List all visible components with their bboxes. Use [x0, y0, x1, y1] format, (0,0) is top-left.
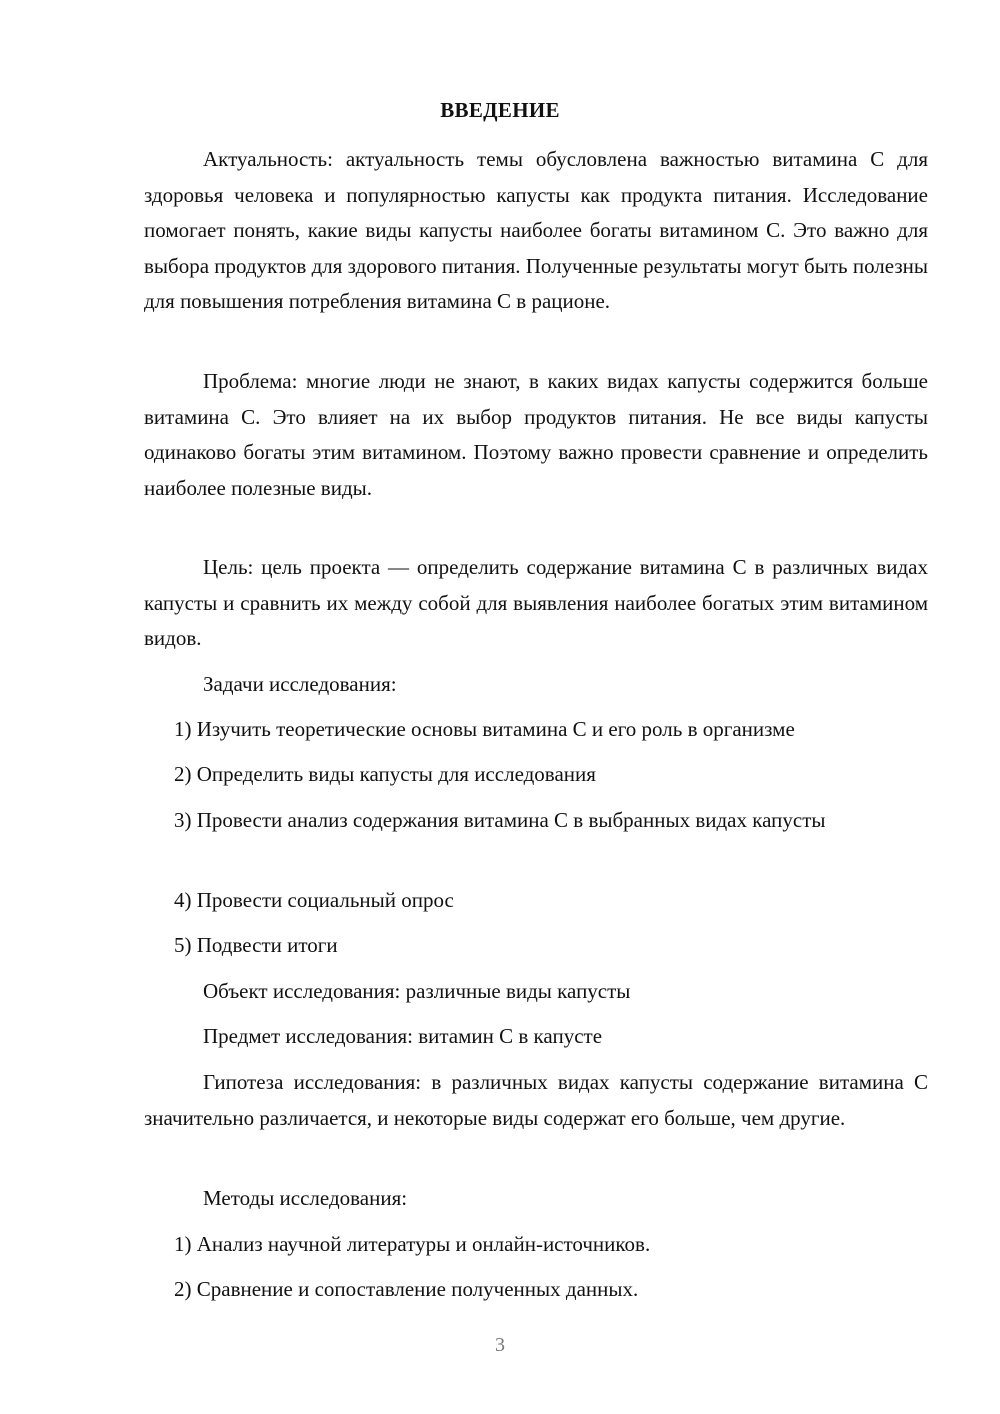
method-item-2: 2) Сравнение и сопоставление полученных данных. [174, 1277, 639, 1301]
task-item-4: 4) Провести социальный опрос [174, 888, 454, 912]
hypothesis-paragraph: Гипотеза исследования: в различных видах капусты содержание витамина С значительно различается, и некоторые виды содержат его больше, чем другие. [144, 1070, 928, 1130]
goal-paragraph: Цель: цель проекта — определить содержание витамина С в различных видах капусты и сравнить их между собой для выявления наиболее богатых этим витамином видов. [144, 555, 928, 650]
object-line: Объект исследования: различные виды капусты [203, 979, 631, 1003]
task-item-3: 3) Провести анализ содержания витамина С в выбранных видах капусты [174, 808, 826, 832]
task-item-5: 5) Подвести итоги [174, 933, 338, 957]
task-item-1: 1) Изучить теоретические основы витамина С и его роль в организме [174, 717, 795, 741]
page-title: ВВЕДЕНИЕ [440, 98, 560, 122]
methods-heading: Методы исследования: [203, 1186, 408, 1210]
tasks-heading: Задачи исследования: [203, 672, 397, 696]
relevance-paragraph: Актуальность: актуальность темы обусловлена важностью витамина С для здоровья человека и популярностью капусты как продукта питания. Исследование помогает понять, какие виды капусты наиболее богаты витамином С. Это важно для выбора продуктов для здорового питания. Полученные результаты могут быть полезны для повышения потребления витамина С в рационе. [144, 147, 928, 313]
subject-line: Предмет исследования: витамин С в капусте [203, 1024, 603, 1048]
method-item-1: 1) Анализ научной литературы и онлайн-источников. [174, 1232, 651, 1256]
page-number: 3 [495, 1334, 505, 1356]
task-item-2: 2) Определить виды капусты для исследования [174, 762, 596, 786]
problem-paragraph: Проблема: многие люди не знают, в каких видах капусты содержится больше витамина С. Это влияет на их выбор продуктов питания. Не все виды капусты одинаково богаты этим витамином. Поэтому важно провести сравнение и определить наиболее полезные виды. [144, 369, 928, 500]
